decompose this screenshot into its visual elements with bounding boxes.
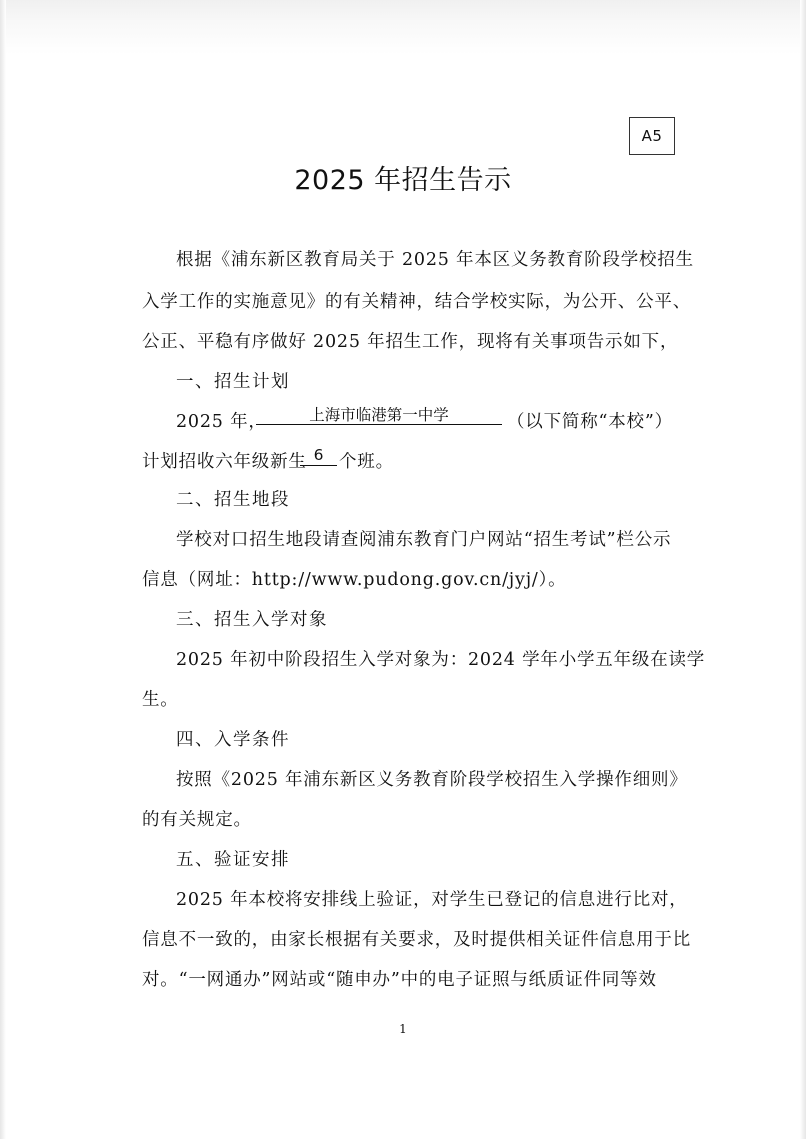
- section1-prefix: 2025 年，: [176, 412, 267, 432]
- intro-line-1: 根据《浦东新区教育局关于 2025 年本区义务教育阶段学校招生: [176, 250, 694, 270]
- section5-line-3: 对。“一网通办”网站或“随申办”中的电子证照与纸质证件同等效: [142, 970, 657, 990]
- section2-line-1: 学校对口招生地段请查阅浦东教育门户网站“招生考试”栏公示: [176, 530, 672, 550]
- section4-line-1: 按照《2025 年浦东新区义务教育阶段学校招生入学操作细则》: [176, 770, 688, 790]
- section5-line-2: 信息不一致的，由家长根据有关要求，及时提供相关证件信息用于比: [142, 930, 691, 950]
- section3-heading: 三、招生入学对象: [176, 610, 328, 630]
- section4-line-2: 的有关规定。: [142, 810, 252, 830]
- section4-heading: 四、入学条件: [176, 730, 290, 750]
- document-code-box: A5: [629, 117, 675, 155]
- page-number: 1: [399, 1022, 407, 1036]
- school-name-field: 上海市临港第一中学: [309, 406, 449, 424]
- section3-line-1: 2025 年初中阶段招生入学对象为：2024 学年小学五年级在读学: [176, 650, 706, 670]
- section3-line-2: 生。: [142, 690, 179, 710]
- section1-line2-prefix: 计划招收六年级新生: [142, 452, 307, 472]
- section1-suffix: （以下简称“本校”）: [507, 412, 673, 432]
- class-count-underline: [300, 465, 337, 466]
- scan-shadow-top: [0, 0, 806, 55]
- section2-line-2: 信息（网址：http://www.pudong.gov.cn/jyj/）。: [142, 570, 567, 590]
- section5-heading: 五、验证安排: [176, 850, 290, 870]
- intro-line-3: 公正、平稳有序做好 2025 年招生工作，现将有关事项告示如下，: [142, 332, 679, 352]
- page-title: 2025 年招生告示: [294, 165, 512, 196]
- section1-heading: 一、招生计划: [176, 372, 290, 392]
- section5-line-1: 2025 年本校将安排线上验证，对学生已登记的信息进行比对，: [176, 890, 688, 910]
- class-count-field: 6: [313, 446, 324, 464]
- section2-heading: 二、招生地段: [176, 490, 290, 510]
- intro-line-2: 入学工作的实施意见》的有关精神，结合学校实际，为公开、公平、: [142, 292, 691, 312]
- section1-line2-suffix: 个班。: [339, 452, 394, 472]
